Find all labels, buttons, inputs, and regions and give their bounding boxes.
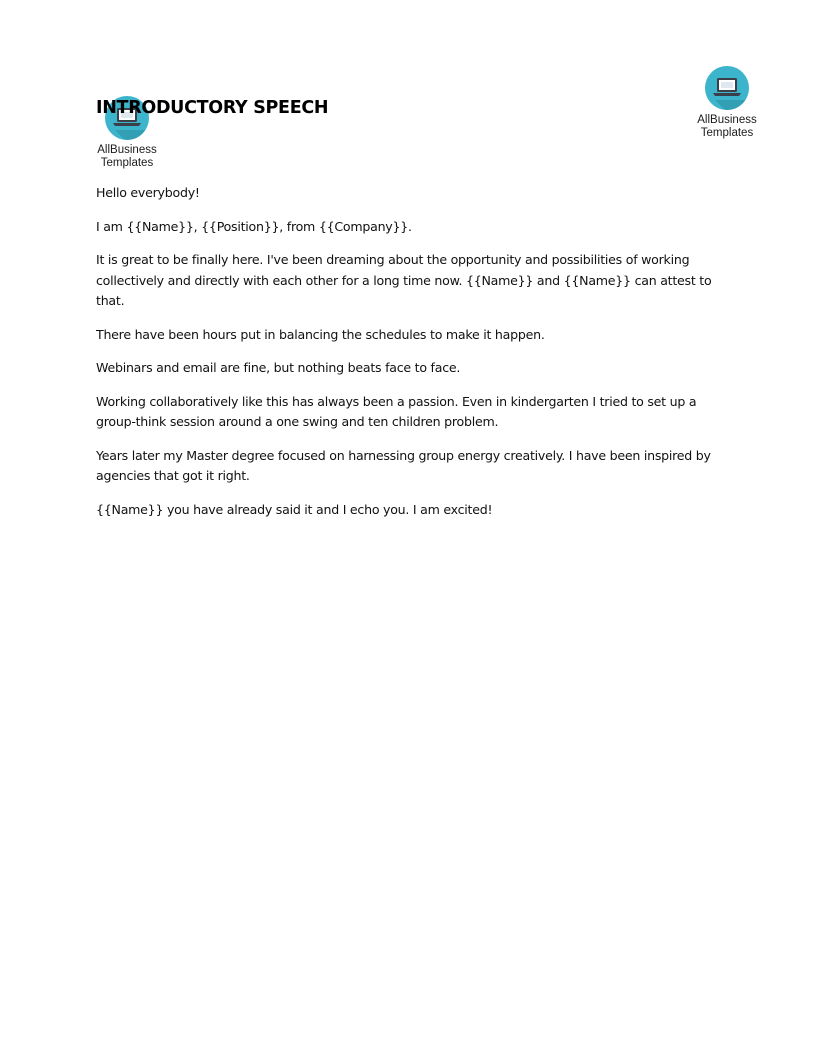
logo-brand-line1: AllBusiness <box>697 114 757 126</box>
logo-brand-text <box>92 144 162 169</box>
paragraph-face-to-face: Webinars and email are fine, but nothing beats face to face. <box>96 360 461 375</box>
paragraph-passion: Working collaboratively like this has always been a passion. Even in kindergarten I tried to set up a group-think session around a one swing and ten children problem. <box>96 393 697 429</box>
speech-body <box>96 183 716 533</box>
allbusiness-logo-right <box>692 66 762 139</box>
paragraph-schedules: There have been hours put in balancing the schedules to make it happen. <box>96 326 545 342</box>
paragraph-greeting: Hello everybody! <box>96 185 200 200</box>
paragraph-opportunity: It is great to be finally here. I've been dreaming about the opportunity and possibilities of working collectively and directly with each other for a long time now. {{Name}} and {{Name}} can attest to that. <box>96 252 712 308</box>
logo-brand-line2: Templates <box>100 156 154 169</box>
paragraph-master-degree: Years later my Master degree focused on harnessing group energy creatively. I have been inspired by agencies that got it right. <box>96 447 711 483</box>
logo-brand-line2: Templates <box>700 126 754 139</box>
logo-brand-text <box>692 114 762 139</box>
laptop-icon <box>705 66 749 110</box>
logo-brand-line1: AllBusiness <box>97 144 157 156</box>
document-title: INTRODUCTORY SPEECH <box>96 98 329 118</box>
paragraph-introduction: I am {{Name}}, {{Position}}, from {{Company}}. <box>96 218 412 234</box>
paragraph-closing: {{Name}} you have already said it and I echo you. I am excited! <box>96 501 493 517</box>
